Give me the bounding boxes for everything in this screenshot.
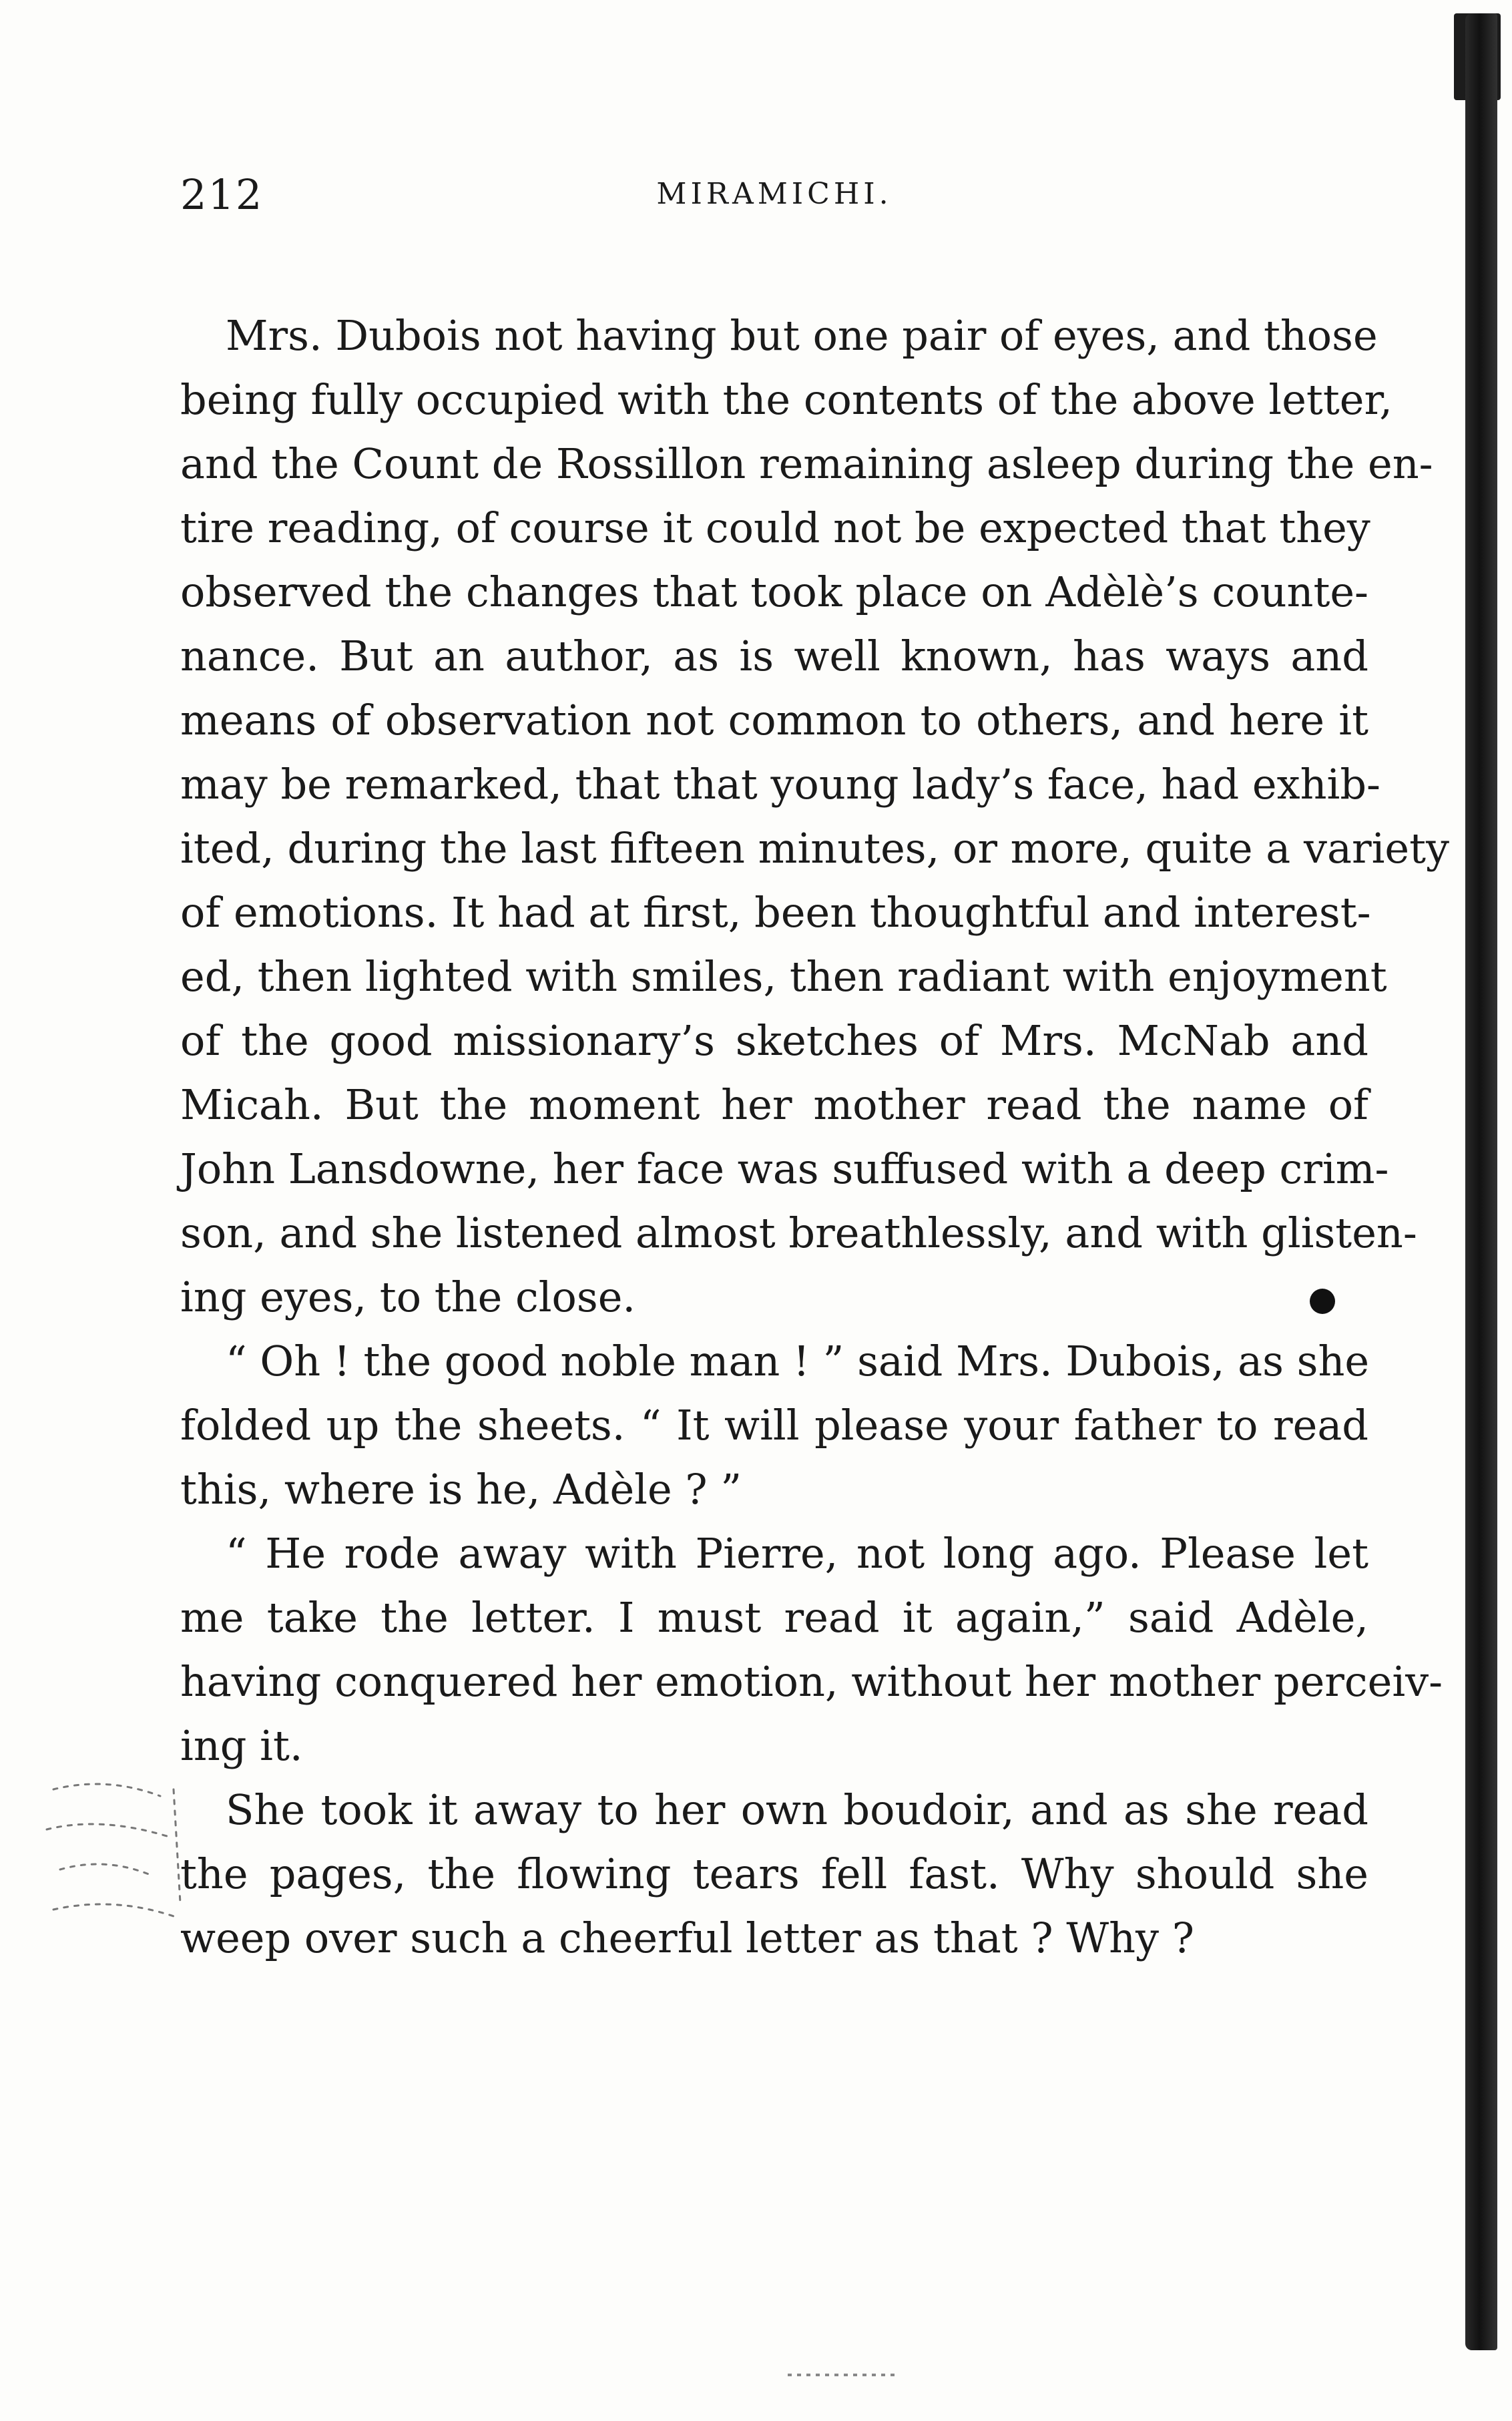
text-line: means of observation not common to others, and here it <box>180 696 1368 744</box>
text-line: ited, during the last fifteen minutes, or more, quite a variety <box>180 824 1450 873</box>
running-head <box>180 170 1368 224</box>
text-line: She took it away to her own boudoir, and as she read <box>226 1785 1368 1834</box>
text-line: son, and she listened almost breathlessly, and with glisten- <box>180 1208 1417 1257</box>
text-line: of the good missionary’s sketches of Mrs. McNab and <box>180 1016 1368 1065</box>
text-line: ing it. <box>180 1721 303 1770</box>
text-line: this, where is he, Adèle ? ” <box>180 1465 742 1514</box>
text-line: ed, then lighted with smiles, then radiant with enjoyment <box>180 952 1387 1001</box>
text-line: ing eyes, to the close. <box>180 1273 636 1321</box>
text-line: “ Oh ! the good noble man ! ” said Mrs. Dubois, as she <box>226 1337 1370 1385</box>
text-line: may be remarked, that that young lady’s face, had exhib- <box>180 760 1380 809</box>
paper-specks <box>27 1769 200 1930</box>
text-line: me take the letter. I must read it again,” said Adèle, <box>180 1593 1368 1642</box>
book-spine-edge <box>1465 13 1497 2350</box>
text-line: having conquered her emotion, without her mother perceiv- <box>180 1657 1443 1706</box>
text-line: the pages, the flowing tears fell fast. Why should she <box>180 1849 1368 1898</box>
text-line: John Lansdowne, her face was suffused with a deep crim- <box>180 1144 1389 1193</box>
text-line: folded up the sheets. “ It will please your father to read <box>180 1401 1368 1450</box>
text-line: weep over such a cheerful letter as that ? Why ? <box>180 1914 1194 1962</box>
body-text <box>180 304 1450 1970</box>
running-title: MIRAMICHI. <box>656 177 893 211</box>
text-line: Micah. But the moment her mother read the name of <box>180 1080 1368 1129</box>
text-line: Mrs. Dubois not having but one pair of eyes, and those <box>226 311 1378 360</box>
text-line: of emotions. It had at first, been thoughtful and interest- <box>180 888 1371 937</box>
text-line: nance. But an author, as is well known, has ways and <box>180 632 1368 680</box>
page-number: 212 <box>180 170 264 219</box>
text-line: and the Count de Rossillon remaining asleep during the en- <box>180 439 1433 488</box>
text-line: being fully occupied with the contents of the above letter, <box>180 375 1393 424</box>
paper-speck-line <box>788 2374 895 2376</box>
ink-blot <box>1310 1289 1335 1314</box>
text-line: tire reading, of course it could not be expected that they <box>180 503 1370 552</box>
text-line: observed the changes that took place on Adèlè’s counte- <box>180 568 1368 616</box>
text-line: “ He rode away with Pierre, not long ago. Please let <box>226 1529 1368 1578</box>
